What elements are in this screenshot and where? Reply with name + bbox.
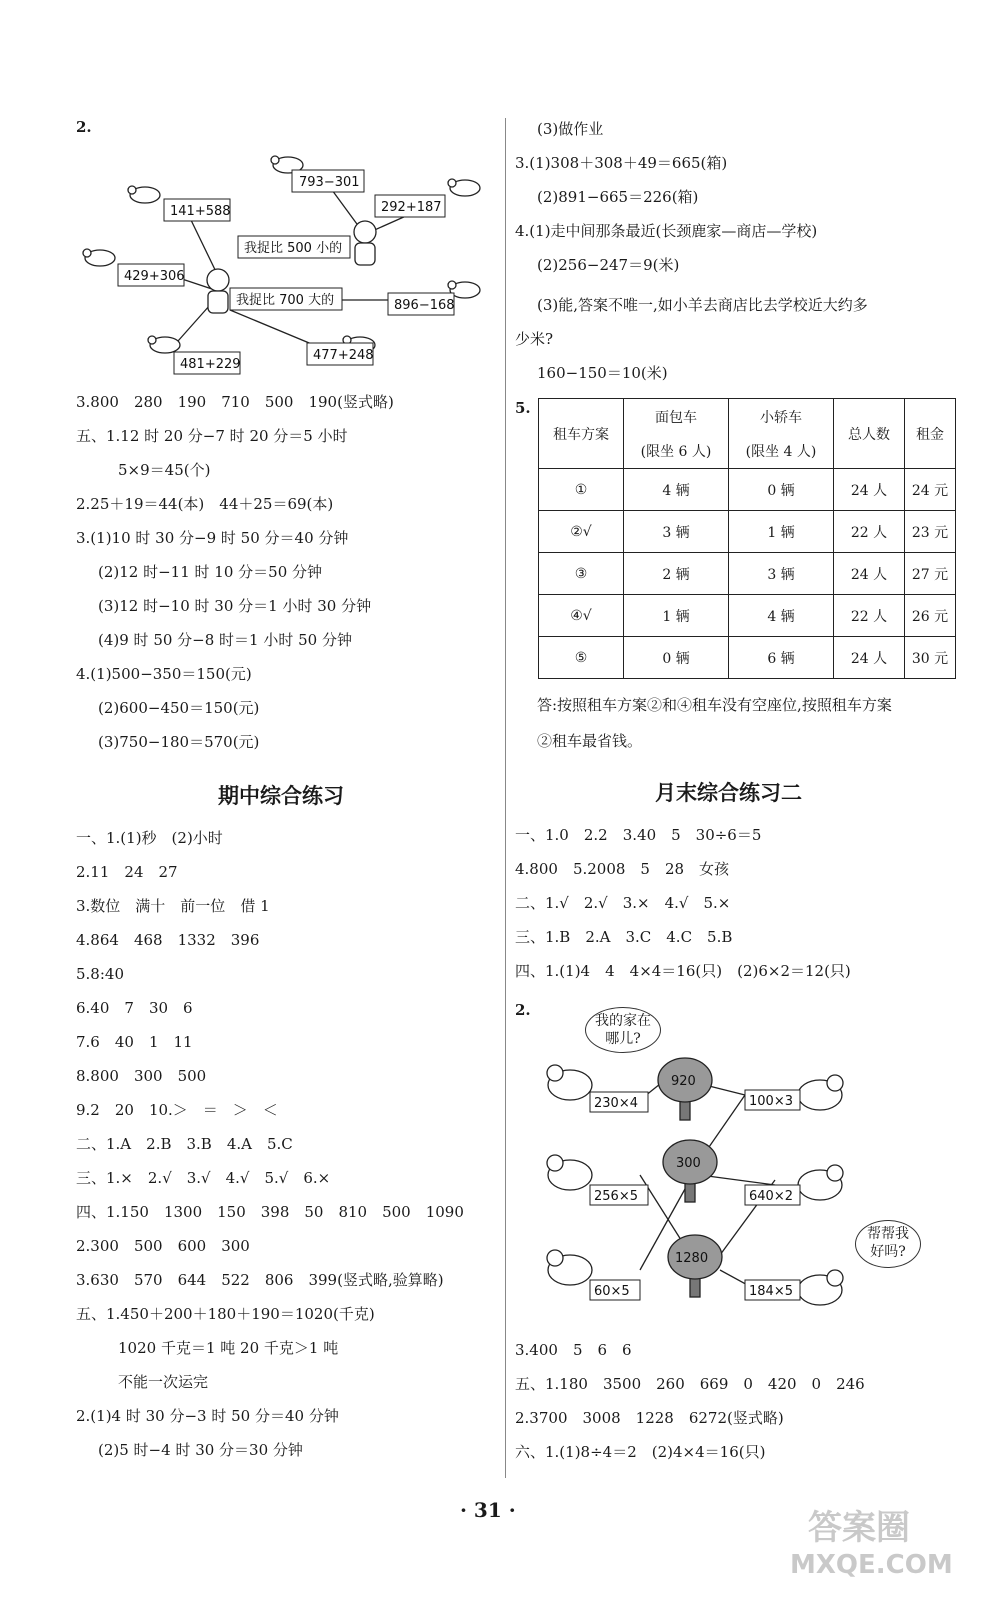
table-cell: 3 辆: [729, 553, 834, 595]
table-cell: 4 辆: [729, 595, 834, 637]
bird-tree-diagram: [530, 1005, 950, 1325]
table-cell: 2 辆: [624, 553, 729, 595]
answer-line: 四、1.(1)4 4 4×4＝16(只) (2)6×2＝12(只): [515, 962, 851, 980]
table-cell: 26 元: [905, 595, 956, 637]
table-cell: 4 辆: [624, 469, 729, 511]
answer-line: 7.6 40 1 11: [76, 1033, 193, 1051]
speech-bubble-left: 我的家在 哪儿?: [585, 1007, 661, 1053]
table-cell: 0 辆: [729, 469, 834, 511]
tiger-label: 我捉比 700 大的: [236, 293, 335, 308]
tiger-label: 我捉比 500 小的: [244, 241, 343, 256]
table-cell: 24 人: [834, 637, 905, 679]
answer-line: 3.400 5 6 6: [515, 1341, 632, 1359]
answer-line: 2.25＋19＝44(本) 44＋25＝69(本): [76, 495, 334, 513]
answer-line: 三、1.B 2.A 3.C 4.C 5.B: [515, 928, 733, 946]
q2-label: 2.: [76, 118, 92, 136]
table-cell: 22 人: [834, 511, 905, 553]
rental-plan-table: [538, 398, 956, 679]
header-total-people: 总人数: [834, 399, 905, 469]
answer-line: 六、1.(1)8÷4＝2 (2)4×4＝16(只): [515, 1443, 766, 1461]
mouse-label: 477+248: [313, 348, 374, 363]
answer-line: 3.800 280 190 710 500 190(竖式略): [76, 393, 394, 411]
header-minibus: 面包车 (限坐 6 人): [624, 399, 729, 469]
answer-line: 4.(1)500−350＝150(元): [76, 665, 252, 683]
answer-line: 4.(1)走中间那条最近(长颈鹿家—商店—学校): [515, 222, 818, 240]
answer-line: 160−150＝10(米): [537, 364, 668, 382]
table-cell: ②√: [539, 511, 624, 553]
watermark-logo: 答案圈: [808, 1508, 910, 1548]
answer-line: (2)256−247＝9(米): [537, 256, 680, 274]
header-plan: 租车方案: [539, 399, 624, 469]
bird-expression: 256×5: [594, 1189, 638, 1204]
answer-line: 2.11 24 27: [76, 863, 178, 881]
answer-line: 二、1.A 2.B 3.B 4.A 5.C: [76, 1135, 293, 1153]
header-rent: 租金: [905, 399, 956, 469]
answer-line: 3.(1)308＋308＋49＝665(箱): [515, 154, 728, 172]
answer-line: (2)600−450＝150(元): [98, 699, 260, 717]
answer-line: 5×9＝45(个): [118, 461, 211, 479]
bird-expression: 60×5: [594, 1284, 630, 1299]
table-cell: 0 辆: [624, 637, 729, 679]
table-cell: 6 辆: [729, 637, 834, 679]
table-row: [539, 595, 956, 637]
answer-line: 2.3700 3008 1228 6272(竖式略): [515, 1409, 784, 1427]
mouse-label: 793−301: [299, 175, 360, 190]
section-title-monthly: 月末综合练习二: [655, 781, 802, 805]
table-cell: ④√: [539, 595, 624, 637]
mouse-label: 896−168: [394, 298, 455, 313]
bird-expression: 640×2: [749, 1189, 793, 1204]
bird-expression: 184×5: [749, 1284, 793, 1299]
answer-line: ②租车最省钱。: [537, 732, 643, 750]
table-cell: 24 人: [834, 469, 905, 511]
table-cell: 24 人: [834, 553, 905, 595]
tree-value: 1280: [675, 1251, 709, 1266]
answer-line: 2.(1)4 时 30 分−3 时 50 分＝40 分钟: [76, 1407, 339, 1425]
table-row: [539, 511, 956, 553]
answer-line: (2)12 时−11 时 10 分＝50 分钟: [98, 563, 323, 581]
table-cell: ③: [539, 553, 624, 595]
table-row: [539, 637, 956, 679]
table-cell: 1 辆: [624, 595, 729, 637]
answer-line: 答:按照租车方案②和④租车没有空座位,按照租车方案: [537, 696, 892, 714]
answer-line: (3)能,答案不唯一,如小羊去商店比去学校近大约多: [537, 296, 868, 314]
table-cell: 23 元: [905, 511, 956, 553]
table-row: [539, 553, 956, 595]
answer-line: 五、1.450＋200＋180＋190＝1020(千克): [76, 1305, 375, 1323]
answer-line: 5.8:40: [76, 965, 124, 983]
bird-expression: 230×4: [594, 1096, 638, 1111]
mouse-tiger-diagram: [70, 140, 500, 380]
table-cell: 1 辆: [729, 511, 834, 553]
answer-line: 一、1.(1)秒 (2)小时: [76, 829, 223, 847]
answer-line: 五、1.180 3500 260 669 0 420 0 246: [515, 1375, 865, 1393]
section-title-midterm: 期中综合练习: [218, 784, 344, 808]
answer-line: 4.864 468 1332 396: [76, 931, 260, 949]
answer-line: 4.800 5.2008 5 28 女孩: [515, 860, 730, 878]
speech-bubble-right: 帮帮我 好吗?: [855, 1220, 921, 1268]
mouse-label: 429+306: [124, 269, 185, 284]
answer-line: 1020 千克＝1 吨 20 千克＞1 吨: [118, 1339, 339, 1357]
column-divider: [505, 118, 506, 1478]
watermark-url: MXQE.COM: [790, 1550, 953, 1580]
answer-line: (2)5 时−4 时 30 分＝30 分钟: [98, 1441, 303, 1459]
q2-label: 2.: [515, 1001, 531, 1019]
tree-value: 300: [676, 1156, 701, 1171]
answer-line: (3)12 时−10 时 30 分＝1 小时 30 分钟: [98, 597, 372, 615]
page-number: · 31 ·: [460, 1498, 516, 1522]
answer-line: 少米?: [515, 330, 554, 348]
mouse-label: 481+229: [180, 357, 241, 372]
answer-line: (2)891−665＝226(箱): [537, 188, 699, 206]
answer-line: (4)9 时 50 分−8 时＝1 小时 50 分钟: [98, 631, 352, 649]
table-cell: ⑤: [539, 637, 624, 679]
mouse-label: 141+588: [170, 204, 231, 219]
table-cell: 30 元: [905, 637, 956, 679]
answer-line: 三、1.× 2.√ 3.√ 4.√ 5.√ 6.×: [76, 1169, 331, 1187]
answer-line: 不能一次运完: [118, 1373, 209, 1391]
table-cell: 22 人: [834, 595, 905, 637]
mouse-label: 292+187: [381, 200, 442, 215]
table-row: [539, 469, 956, 511]
header-car: 小轿车 (限坐 4 人): [729, 399, 834, 469]
answer-line: 二、1.√ 2.√ 3.× 4.√ 5.×: [515, 894, 731, 912]
answer-line: 3.(1)10 时 30 分−9 时 50 分＝40 分钟: [76, 529, 349, 547]
bird-expression: 100×3: [749, 1094, 793, 1109]
table-cell: 27 元: [905, 553, 956, 595]
table-cell: ①: [539, 469, 624, 511]
q5-label: 5.: [515, 399, 531, 417]
table-cell: 3 辆: [624, 511, 729, 553]
answer-line: (3)做作业: [537, 120, 604, 138]
answer-line: 9.2 20 10.＞ ＝ ＞ ＜: [76, 1101, 278, 1119]
answer-line: 8.800 300 500: [76, 1067, 207, 1085]
answer-line: 3.630 570 644 522 806 399(竖式略,验算略): [76, 1271, 444, 1289]
answer-line: (3)750−180＝570(元): [98, 733, 260, 751]
table-cell: 24 元: [905, 469, 956, 511]
answer-line: 6.40 7 30 6: [76, 999, 193, 1017]
answer-line: 3.数位 满十 前一位 借 1: [76, 897, 270, 915]
answer-line: 四、1.150 1300 150 398 50 810 500 1090: [76, 1203, 464, 1221]
answer-line: 一、1.0 2.2 3.40 5 30÷6＝5: [515, 826, 762, 844]
answer-line: 五、1.12 时 20 分−7 时 20 分＝5 小时: [76, 427, 348, 445]
answer-line: 2.300 500 600 300: [76, 1237, 250, 1255]
tree-value: 920: [671, 1074, 696, 1089]
